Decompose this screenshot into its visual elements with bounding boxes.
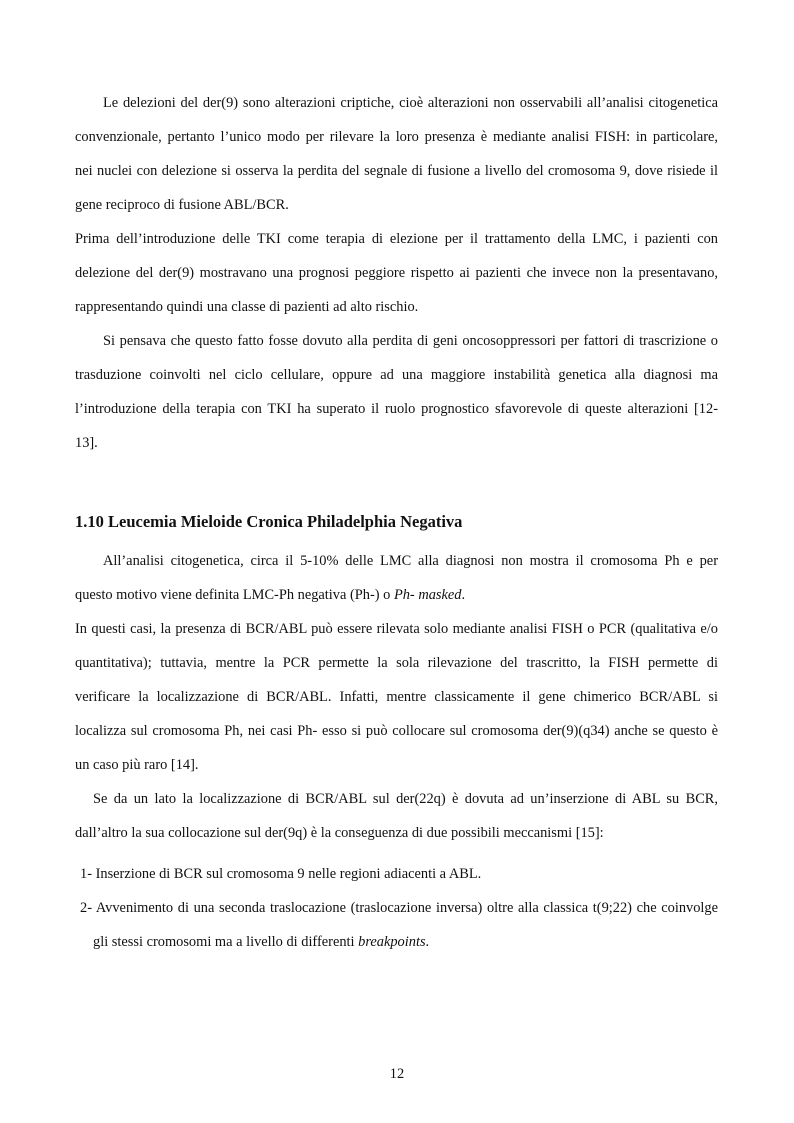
paragraph-1-line-4: gene reciproco di fusione ABL/BCR. (75, 197, 289, 213)
paragraph-4-line-1: All’analisi citogenetica, circa il 5-10% delle LMC alla diagnosi non mostra il cromosoma Ph e per (103, 553, 718, 569)
list-item-1: 1- Inserzione di BCR sul cromosoma 9 nelle regioni adiacenti a ABL. (80, 866, 482, 882)
paragraph-1-line-3: nei nuclei con delezione si osserva la perdita del segnale di fusione a livello del cromosoma 9, dove risiede il (75, 163, 718, 179)
paragraph-5-line-1: In questi casi, la presenza di BCR/ABL può essere rilevata solo mediante analisi FISH o PCR (qualitativa e/o (75, 621, 718, 637)
page-number: 12 (389, 1066, 405, 1082)
paragraph-6-line-2: dall’altro la sua collocazione sul der(9q) è la conseguenza di due possibili meccanismi [15]: (75, 825, 604, 841)
paragraph-5-line-4: localizza sul cromosoma Ph, nei casi Ph- esso si può collocare sul cromosoma der(9)(q34) anche se questo è (75, 723, 718, 739)
list-item-2-line-1: 2- Avvenimento di una seconda traslocazione (traslocazione inversa) oltre alla classica t(9;22) che coinvolge (80, 900, 718, 916)
paragraph-5-line-2: quantitativa); tuttavia, mentre la PCR permette la sola rilevazione del trascritto, la FISH permette di (75, 655, 718, 671)
list-item-2-line-2: gli stessi cromosomi ma a livello di differenti breakpoints. (93, 934, 430, 950)
paragraph-3-line-2: trasduzione coinvolti nel ciclo cellulare, oppure ad una maggiore instabilità genetica alla diagnosi ma (75, 367, 718, 383)
ph-masked-term: Ph- masked (393, 587, 462, 603)
paragraph-2-line-2: delezione del der(9) mostravano una prognosi peggiore rispetto ai pazienti che invece non la presentavano, (75, 265, 718, 281)
paragraph-2-line-3: rappresentando quindi una classe di pazienti ad alto rischio. (75, 299, 419, 315)
paragraph-1-line-2: convenzionale, pertanto l’unico modo per rilevare la loro presenza è mediante analisi FISH: in particolare, (75, 129, 718, 145)
paragraph-4-line-2: questo motivo viene definita LMC-Ph negativa (Ph-) o Ph- masked. (75, 587, 466, 603)
section-heading: 1.10 Leucemia Mieloide Cronica Philadelphia Negativa (75, 512, 463, 531)
paragraph-5-line-5: un caso più raro [14]. (75, 757, 199, 773)
breakpoints-term: breakpoints (358, 934, 426, 950)
paragraph-1-line-1: Le delezioni del der(9) sono alterazioni criptiche, cioè alterazioni non osservabili all’analisi citogenetica (103, 95, 718, 111)
paragraph-3-line-4: 13]. (75, 435, 98, 451)
paragraph-5-line-3: verificare la localizzazione di BCR/ABL. Infatti, mentre classicamente il gene chimerico BCR/ABL si (75, 689, 718, 705)
paragraph-3-line-3: l’introduzione della terapia con TKI ha superato il ruolo prognostico sfavorevole di queste alterazioni [12- (75, 401, 718, 417)
paragraph-2-line-1: Prima dell’introduzione delle TKI come terapia di elezione per il trattamento della LMC, i pazienti con (75, 231, 718, 247)
paragraph-3-line-1: Si pensava che questo fatto fosse dovuto alla perdita di geni oncosoppressori per fattori di trascrizione o (103, 333, 718, 349)
paragraph-6-line-1: Se da un lato la localizzazione di BCR/ABL sul der(22q) è dovuta ad un’inserzione di ABL su BCR, (93, 791, 718, 807)
